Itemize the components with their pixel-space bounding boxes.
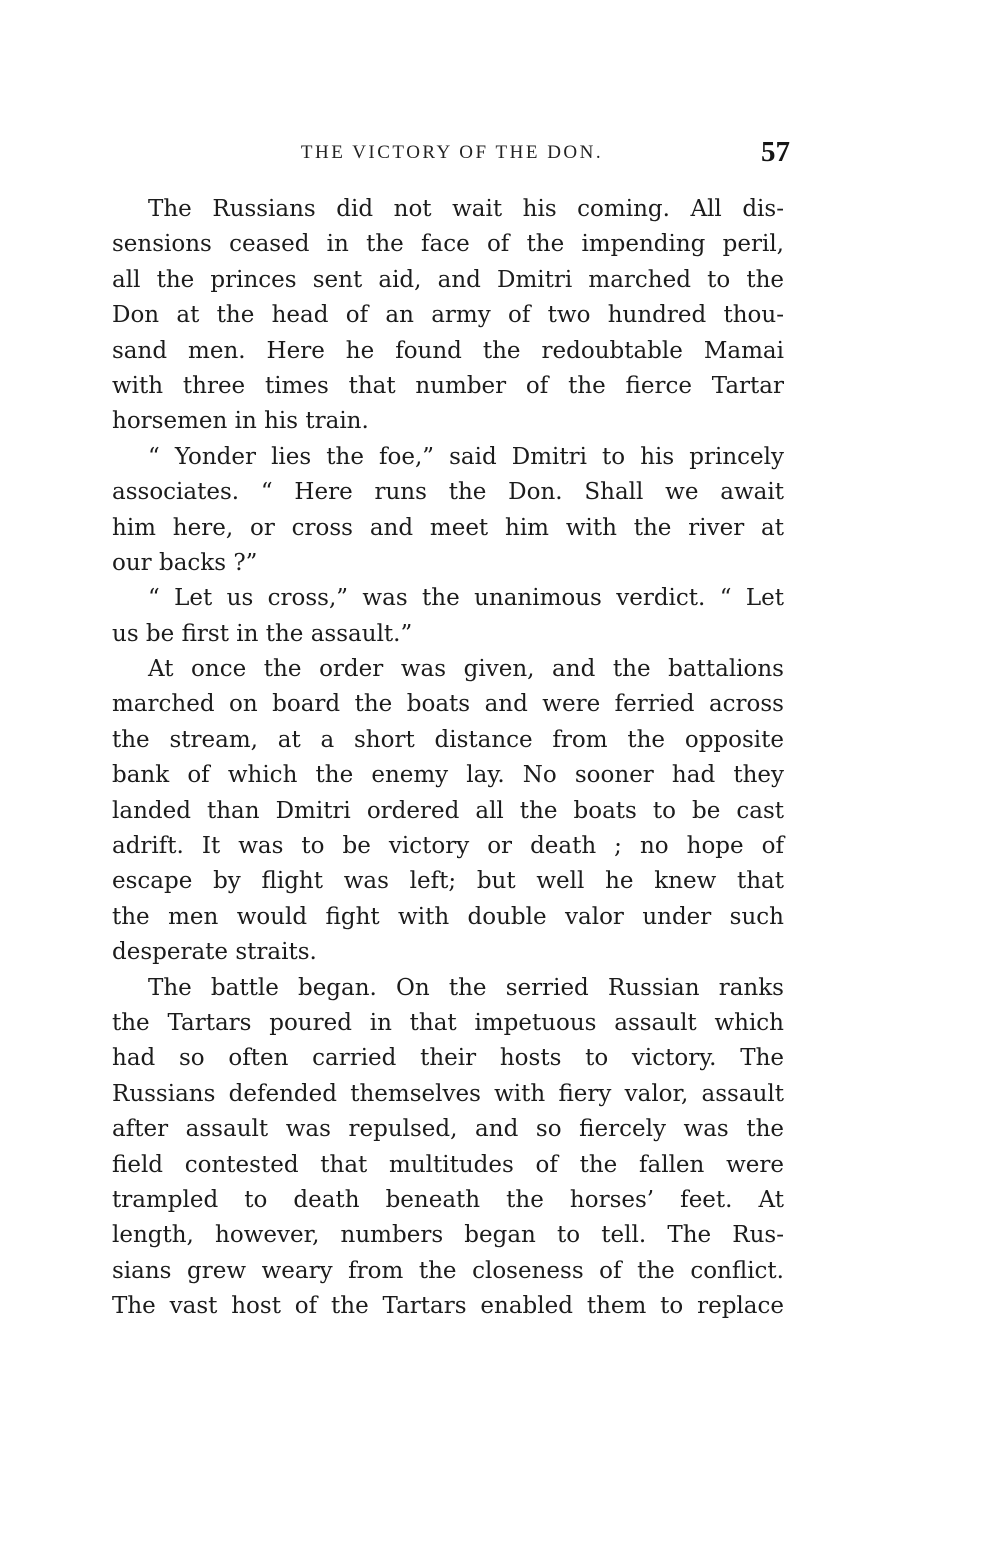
text-line: bank of which the enemy lay. No sooner had they	[112, 762, 784, 789]
text-line: the men would fight with double valor under such	[112, 903, 784, 930]
text-line: with three times that number of the fierce Tartar	[112, 372, 784, 399]
text-line: sand men. Here he found the redoubtable Mamai	[112, 337, 784, 364]
text-line: At once the order was given, and the battalions	[148, 656, 784, 683]
text-line: the Tartars poured in that impetuous assault which	[112, 1009, 784, 1036]
text-line: Don at the head of an army of two hundred thou-	[112, 302, 784, 329]
text-line: trampled to death beneath the horses’ feet. At	[112, 1186, 784, 1213]
text-line: our backs ?”	[112, 549, 258, 576]
running-head	[112, 138, 792, 178]
text-line: The vast host of the Tartars enabled them to replace	[112, 1293, 784, 1320]
text-line: him here, or cross and meet him with the river at	[112, 514, 784, 541]
text-line: associates. “ Here runs the Don. Shall we await	[112, 479, 784, 506]
text-line: The battle began. On the serried Russian ranks	[148, 974, 784, 1001]
body-text	[112, 192, 784, 1325]
text-line: field contested that multitudes of the fallen were	[112, 1151, 784, 1178]
text-line: “ Yonder lies the foe,” said Dmitri to his princely	[148, 443, 784, 470]
text-line: “ Let us cross,” was the unanimous verdict. “ Let	[148, 585, 784, 612]
text-line: adrift. It was to be victory or death ; no hope of	[112, 833, 784, 860]
text-line: landed than Dmitri ordered all the boats to be cast	[112, 797, 784, 824]
text-line: sensions ceased in the face of the impending peril,	[112, 231, 784, 258]
page-number: 57	[761, 136, 790, 168]
text-line: horsemen in his train.	[112, 408, 369, 435]
text-line: the stream, at a short distance from the opposite	[112, 726, 784, 753]
text-line: Russians defended themselves with fiery valor, assault	[112, 1080, 784, 1107]
text-line: had so often carried their hosts to victory. The	[112, 1045, 784, 1072]
text-line: length, however, numbers began to tell. The Rus-	[112, 1222, 784, 1249]
text-line: us be first in the assault.”	[112, 620, 413, 647]
text-line: marched on board the boats and were ferried across	[112, 691, 784, 718]
text-line: The Russians did not wait his coming. All dis-	[148, 196, 784, 222]
text-line: sians grew weary from the closeness of the conflict.	[112, 1257, 784, 1284]
text-line: escape by flight was left; but well he knew that	[112, 868, 784, 895]
running-title: THE VICTORY OF THE DON.	[300, 142, 604, 163]
text-line: all the princes sent aid, and Dmitri marched to the	[112, 266, 784, 293]
text-line: after assault was repulsed, and so fiercely was the	[112, 1116, 784, 1143]
text-line: desperate straits.	[112, 939, 317, 966]
